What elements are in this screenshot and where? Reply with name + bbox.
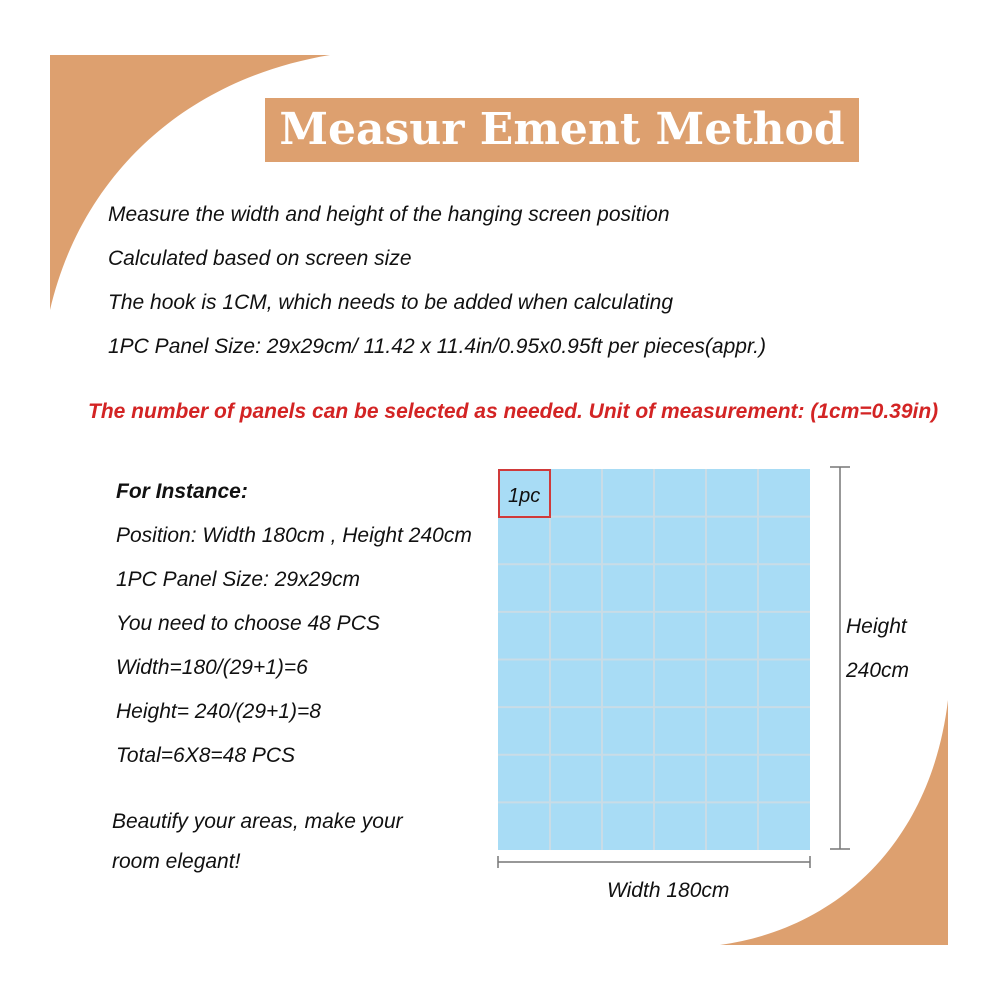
closing-line-1: Beautify your areas, make your [112, 810, 403, 833]
example-line-position: Position: Width 180cm , Height 240cm [116, 524, 472, 547]
closing-line-2: room elegant! [112, 850, 241, 873]
height-label-word: Height [846, 615, 907, 638]
example-line-choose: You need to choose 48 PCS [116, 612, 380, 635]
intro-line-3: The hook is 1CM, which needs to be added when calculating [108, 291, 674, 314]
intro-line-2: Calculated based on screen size [108, 247, 412, 270]
example-line-panel-size: 1PC Panel Size: 29x29cm [116, 568, 360, 591]
measurement-note: The number of panels can be selected as needed. Unit of measurement: (1cm=0.39in) [88, 400, 939, 423]
intro-line-4: 1PC Panel Size: 29x29cm/ 11.42 x 11.4in/0.95x0.95ft per pieces(appr.) [108, 335, 766, 358]
example-line-height: Height= 240/(29+1)=8 [116, 700, 321, 723]
intro-line-1: Measure the width and height of the hanging screen position [108, 203, 670, 226]
example-heading: For Instance: [116, 480, 248, 503]
example-line-total: Total=6X8=48 PCS [116, 744, 296, 767]
height-label-value: 240cm [846, 659, 910, 682]
example-line-width: Width=180/(29+1)=6 [116, 656, 308, 679]
page-title: Measur Ement Method [265, 98, 859, 162]
width-label: Width 180cm [607, 879, 730, 902]
single-panel-label: 1pc [508, 485, 541, 507]
